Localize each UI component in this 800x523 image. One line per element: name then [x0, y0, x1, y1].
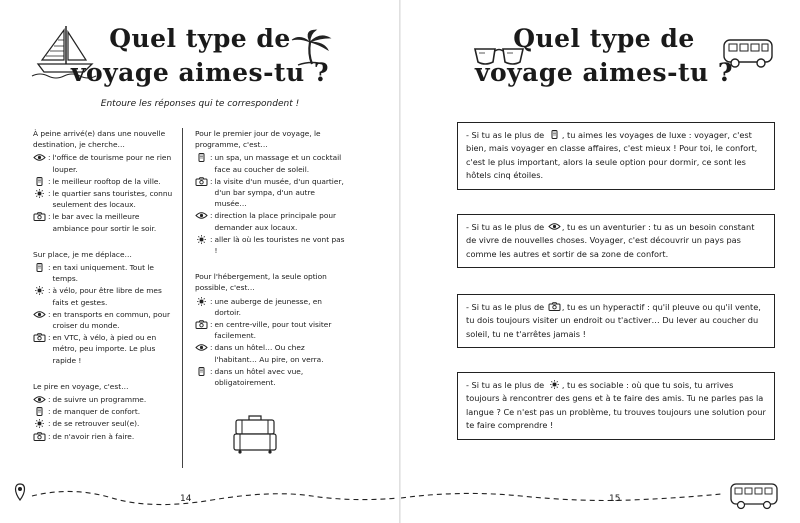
option-text: de se retrouver seul(e). — [52, 419, 140, 429]
left-page — [0, 0, 399, 523]
quiz-option[interactable] — [33, 152, 175, 174]
option-text: un spa, un massage et un cocktail face au coucher de soleil. — [214, 153, 342, 174]
page-number: 14 — [180, 494, 192, 504]
quiz-question: À peine arrivé(e) dans une nouvelle destination, je cherche… — [33, 129, 166, 150]
option-text: dans un hôtel avec vue, obligatoirement. — [214, 366, 304, 388]
quiz-option[interactable] — [195, 176, 345, 210]
option-text: en VTC, à vélo, à pied ou en métro, peu importe. Le plus rapide ! — [52, 333, 157, 365]
option-separator: : — [210, 176, 213, 186]
sun-icon — [33, 419, 46, 428]
right-page — [401, 0, 800, 523]
title-line-1: Quel type de — [109, 24, 291, 53]
option-text: dans un hôtel… Ou chez l'habitant… Au pire, on verra. — [214, 343, 324, 364]
option-separator: : — [48, 286, 51, 296]
sun-icon — [195, 235, 208, 244]
phone-icon — [33, 407, 46, 416]
eye-icon — [548, 222, 561, 231]
quiz-option[interactable] — [195, 210, 345, 232]
quiz-question: Pour l'hébergement, la seule option possible, c'est… — [195, 272, 327, 293]
quiz-option[interactable] — [33, 394, 175, 405]
option-text: de n'avoir rien à faire. — [52, 431, 135, 441]
phone-icon — [195, 367, 208, 376]
page-title — [469, 22, 739, 90]
quiz-option[interactable] — [33, 188, 175, 210]
eye-icon — [195, 211, 208, 220]
quiz-option[interactable] — [195, 319, 345, 341]
result-text: , tu es un hyperactif : qu'il pleuve ou qu'il vente, tu dois toujours visiter un endroit ou t'activer… Du lever au coucher du soleil, tu ne t'arrêtes jamais ! — [466, 302, 761, 339]
result-text: , tu es un aventurier : tu as un besoin constant de vivre de nouvelles choses. Voyager, c'est découvrir un pays pas comme les autres et sortir de sa zone de confort. — [466, 222, 755, 259]
option-separator: : — [210, 366, 213, 376]
result-prefix: - Si tu as le plus de — [466, 380, 545, 390]
instructions: Entoure les réponses qui te correspondent ! — [100, 99, 300, 109]
spacer — [195, 257, 345, 271]
option-separator: : — [48, 189, 51, 199]
result-text: , tu aimes les voyages de luxe : voyager, c'est bien, mais voyager en classe affaires, c'est mieux ! Pour toi, le confort, c'est le plus important, alors la seule option pour dormir, ce sont les hôtels cinq étoiles. — [466, 130, 758, 181]
sun-icon — [548, 380, 561, 389]
dashed-route-decoration — [12, 478, 398, 518]
luggage-icon — [232, 412, 278, 454]
result-box — [457, 372, 775, 440]
option-text: l'office de tourisme pour ne rien louper. — [52, 153, 172, 174]
phone-icon — [195, 153, 208, 162]
result-box — [457, 214, 775, 268]
quiz-question: Sur place, je me déplace… — [33, 249, 132, 259]
result-box — [457, 294, 775, 348]
quiz-option[interactable] — [195, 234, 345, 256]
option-text: direction la place principale pour demander aux locaux. — [214, 211, 337, 232]
result-prefix: - Si tu as le plus de — [466, 222, 545, 232]
option-separator: : — [210, 234, 213, 244]
quiz-option[interactable] — [33, 285, 175, 307]
option-text: le quartier sans touristes, connu seulement des locaux. — [52, 189, 173, 210]
option-text: de manquer de confort. — [52, 407, 141, 417]
spacer — [33, 367, 175, 381]
quiz-option[interactable] — [33, 418, 175, 429]
title-line-1: Quel type de — [513, 24, 695, 53]
eye-icon — [33, 153, 46, 162]
camera-icon — [195, 177, 208, 186]
option-separator: : — [48, 395, 51, 405]
quiz-option[interactable] — [33, 262, 175, 284]
option-text: la visite d'un musée, d'un quartier, d'un bar sympa, d'un autre musée… — [214, 176, 344, 209]
spacer — [33, 235, 175, 249]
phone-icon — [33, 177, 46, 186]
quiz-option[interactable] — [33, 211, 175, 233]
option-text: une auberge de jeunesse, en dortoir. — [214, 296, 322, 317]
eye-icon — [33, 310, 46, 319]
option-text: en transports en commun, pour croiser du monde. — [52, 309, 170, 331]
sun-icon — [33, 189, 46, 198]
title-line-2: voyage aimes-tu ? — [474, 58, 734, 87]
option-text: en taxi uniquement. Tout le temps. — [52, 263, 154, 284]
quiz-option[interactable] — [33, 431, 175, 442]
title-line-2: voyage aimes-tu ? — [70, 58, 330, 87]
quiz-option[interactable] — [195, 366, 345, 388]
camera-icon — [548, 302, 561, 311]
option-text: le bar avec la meilleure ambiance pour sortir le soir. — [52, 212, 157, 233]
option-separator: : — [48, 263, 51, 273]
column-divider — [182, 128, 183, 468]
sun-icon — [33, 286, 46, 295]
result-text: , tu es sociable : où que tu sois, tu arrives toujours à rencontrer des gens et à te faire des amis. Tu ne parles pas la langue ? Ce n'est pas un problème, tu trouves toujours une solution pour te faire comprendre ! — [466, 380, 766, 431]
option-text: à vélo, pour être libre de mes faits et gestes. — [52, 286, 162, 307]
option-separator: : — [48, 431, 51, 441]
option-separator: : — [210, 211, 213, 221]
option-separator: : — [210, 320, 213, 330]
quiz-option[interactable] — [33, 332, 175, 366]
quiz-question: Pour le premier jour de voyage, le programme, c'est… — [195, 129, 321, 150]
camera-icon — [33, 432, 46, 441]
quiz-option[interactable] — [195, 342, 345, 364]
option-separator: : — [48, 333, 51, 343]
option-separator: : — [48, 419, 51, 429]
page-number: 15 — [609, 494, 621, 504]
option-text: aller là où les touristes ne vont pas ! — [214, 234, 345, 256]
quiz-column-2 — [195, 128, 345, 389]
quiz-option[interactable] — [195, 296, 345, 318]
option-text: de suivre un programme. — [52, 395, 147, 405]
option-separator: : — [48, 407, 51, 417]
quiz-option[interactable] — [33, 309, 175, 331]
phone-icon — [33, 263, 46, 272]
option-text: en centre-ville, pour tout visiter facilement. — [214, 320, 332, 341]
camera-icon — [195, 320, 208, 329]
page-title — [60, 22, 340, 90]
result-box — [457, 122, 775, 190]
dashed-route-decoration — [401, 478, 791, 518]
quiz-option[interactable] — [33, 176, 175, 187]
result-prefix: - Si tu as le plus de — [466, 302, 545, 312]
option-separator: : — [48, 309, 51, 319]
option-separator: : — [210, 153, 213, 163]
eye-icon — [195, 343, 208, 352]
option-separator: : — [210, 343, 213, 353]
result-prefix: - Si tu as le plus de — [466, 130, 545, 140]
option-separator: : — [210, 296, 213, 306]
quiz-column-1 — [33, 128, 175, 443]
quiz-question: Le pire en voyage, c'est… — [33, 381, 129, 391]
camera-icon — [33, 333, 46, 342]
option-separator: : — [48, 212, 51, 222]
option-separator: : — [48, 153, 51, 163]
phone-icon — [548, 130, 561, 139]
option-text: le meilleur rooftop de la ville. — [52, 176, 161, 186]
camera-icon — [33, 212, 46, 221]
eye-icon — [33, 395, 46, 404]
sun-icon — [195, 297, 208, 306]
quiz-option[interactable] — [195, 152, 345, 174]
option-separator: : — [48, 176, 51, 186]
quiz-option[interactable] — [33, 406, 175, 417]
